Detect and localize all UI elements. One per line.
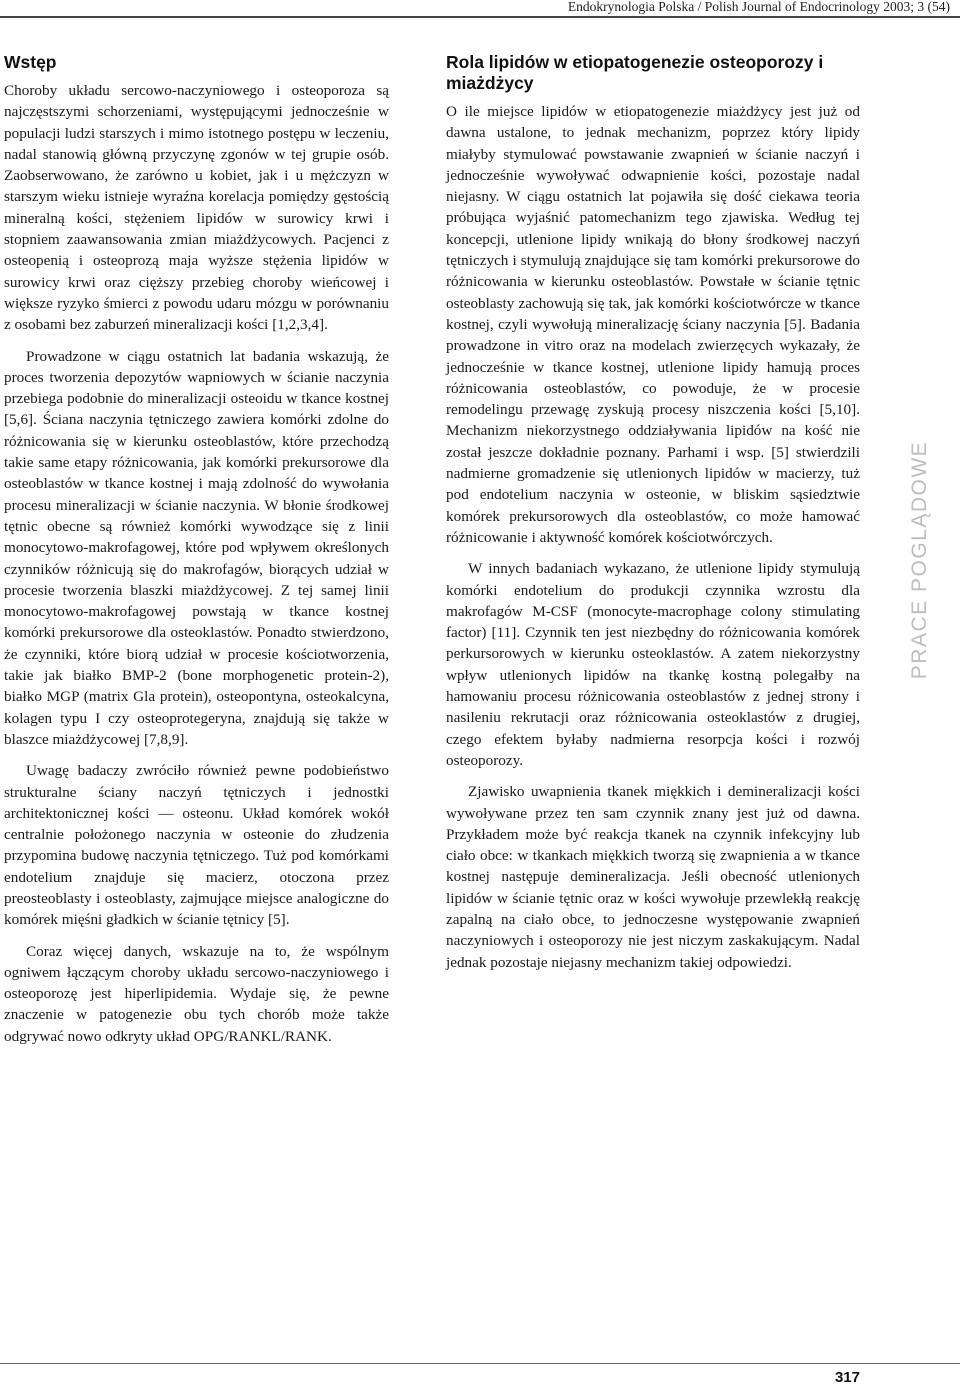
paragraph: Coraz więcej danych, wskazuje na to, że wspólnym ogniwem łączącym choroby układu sercowo-naczyniowego i osteoporozę jest hiperlipidemia. Wydaje się, że pewne znaczenie w patogenezie obu tych chorób może także odgrywać nowo odkryty układ OPG/RANKL/RANK.: [4, 942, 389, 1045]
paragraph: Zjawisko uwapnienia tkanek miękkich i demineralizacji kości wywoływane przez ten sam czynnik znany jest już od dawna. Przykładem może być reakcja tkanek na czynnik infekcyjny lub ciało obce: w tkankach miękkich tworzą się zwapnienia a w tkance kostnej następuje demineralizacja. Jeśli obecność utlenionych lipidów w ścianie tętnic oraz w kości wywołuje przewlekłą reakcję zapalną na ciało obce, to jednoczesne występowanie zwapnień naczyniowych i osteoporozy nie jest niczym zaskakującym. Nadal jednak pozostaje niejasny mechanizm takiej odpowiedzi.: [446, 783, 860, 971]
paragraph: O ile miejsce lipidów w etiopatogenezie miażdżycy jest już od dawna ustalone, to jednak mechanizm, poprzez który lipidy miałyby stymulować powstawanie zwapnień w ścianie naczyń i jednocześnie wywoływać odwapnienie kości, pozostaje nadal niejasny. W ciągu ostatnich lat pojawiła się dość ciekawa teoria próbująca wyjaśnić patomechanizm tego zjawiska. Według tej koncepcji, utlenione lipidy wnikają do błony środkowej naczyń tętniczych i stymulują znajdujące się tam komórki prekursorowe do różnicowania w kierunku osteoblastów. Powstałe w ścianie tętnic osteoblasty zachowują się tak, jak komórki kościotwórcze w tkance kostnej, czyli wywołują mineralizację ściany naczynia [5]. Badania prowadzone in vitro oraz na modelach zwierzęcych wykazały, że jednocześnie w tkance kostnej, utlenione lipidy hamują proces różnicowania osteoblastów, co powoduje, że w procesie remodelingu przewagę zyskują procesy niszczenia kości [5,10]. Mechanizm niekorzystnego oddziaływania lipidów na kość nie został jeszcze dokładnie poznany. Parhami i wsp. [5] stwierdzili nadmierne gromadzenie się utlenionych lipidów w macierzy, tuż pod endotelium naczynia w osteonie, w bliskim sąsiedztwie komórek prekursorowych dla osteoblastów, co może hamować różnicowanie i aktywność komórek kościotwórczych.: [446, 103, 860, 546]
section-heading-lipids-role: Rola lipidów w etiopatogenezie osteoporozy i miażdżycy: [446, 52, 824, 93]
paragraph: W innych badaniach wykazano, że utlenione lipidy stymulują komórki endotelium do produkcji czynnika wzrostu dla makrofagów M-CSF (monocyte-macrophage colony stimulating factor) [11]. Czynnik ten jest niezbędny do różnicowania komórek perkursorowych w kierunku osteoklastów. A zatem niekorzystny wpływ utlenionych lipidów na tkankę kostną polegałby na hamowaniu procesu różnicowania osteoblastów z jednej strony i nasileniu rekrutacji oraz różnicowania osteoklastów z drugiej, czego efektem byłaby nadmierna resorpcja kości i rozwój osteoporozy.: [446, 560, 860, 769]
paragraph: Uwagę badaczy zwróciło również pewne podobieństwo strukturalne ściany naczyń tętniczych i jednostki architektonicznej kości — osteonu. Układ komórek wokół centralnie położonego naczynia w osteonie do złudzenia przypomina budowę naczynia tętniczego. Tuż pod komórkami endotelium znajduje się macierz, otoczona przez preosteoblasty i osteoblasty, zajmujące miejsce analogiczne do komórek mięśni gładkich w ścianie tętnicy [5].: [4, 762, 389, 929]
running-head: Endokrynologia Polska / Polish Journal of Endocrinology 2003; 3 (54): [567, 0, 950, 14]
page-number: 317: [834, 1369, 860, 1386]
right-column: [446, 52, 860, 983]
bottom-rule: [0, 1363, 960, 1364]
left-column: [4, 52, 389, 1057]
side-label-text: PRACE POGLĄDOWE: [908, 440, 932, 680]
section-heading-introduction: Wstęp: [4, 52, 57, 72]
paragraph: Choroby układu sercowo-naczyniowego i osteoporoza są najczęstszymi schorzeniami, występującymi jednocześnie w populacji ludzi starszych i mimo istotnego postępu w leczeniu, nadal stanowią główną przyczynę zgonów w tej grupie osób. Zaobserwowano, że zarówno u kobiet, jak i u mężczyzn w starszym wieku istnieje wyraźna korelacja pomiędzy gęstością mineralną kości, stężeniem lipidów w surowicy krwi i stopniem zaawansowania zmian miażdżycowych. Pacjenci z osteopenią i osteoprozą maja wyższe stężenia lipidów w surowicy krwi oraz cięższy przebieg choroby wieńcowej i większe ryzyko śmierci z powodu udaru mózgu w porównaniu z osobami bez zaburzeń mineralizacji kości [1,2,3,4].: [4, 82, 389, 334]
section-side-label: [880, 440, 960, 680]
top-rule: [0, 16, 960, 18]
paragraph: Prowadzone w ciągu ostatnich lat badania wskazują, że proces tworzenia depozytów wapniowych w ścianie naczynia przebiega podobnie do mineralizacji osteoidu w tkance kostnej [5,6]. Ściana naczynia tętniczego zawiera komórki zdolne do różnicowania się w kierunku osteoblastów, które przechodzą takie same etapy różnicowania, jak komórki prekursorowe dla osteoblastów w tkance kostnej i mają zdolność do wywołania procesu mineralizacji w ścianie naczynia. W błonie środkowej tętnic obecne są również komórki wywodzące się z linii monocytowo-makrofagowej, które pod wpływem określonych czynników różnicują się do makrofagów, biorących udział w procesie tworzenia blaszki miażdżycowej. Z tej samej linii monocytowo-makrofagowej powstają w tkance kostnej komórki prekursorowe dla osteoklastów. Ponadto stwierdzono, że czynniki, które biorą udział w procesie kościotworzenia, takie jak białko BMP-2 (bone morphogenetic protein-2), białko MGP (matrix Gla protein), osteopontyna, osteokalcyna, kolagen typu I czy osteoprotegeryna, znajdują się także w blaszce miażdżycowej [7,8,9].: [4, 347, 389, 748]
